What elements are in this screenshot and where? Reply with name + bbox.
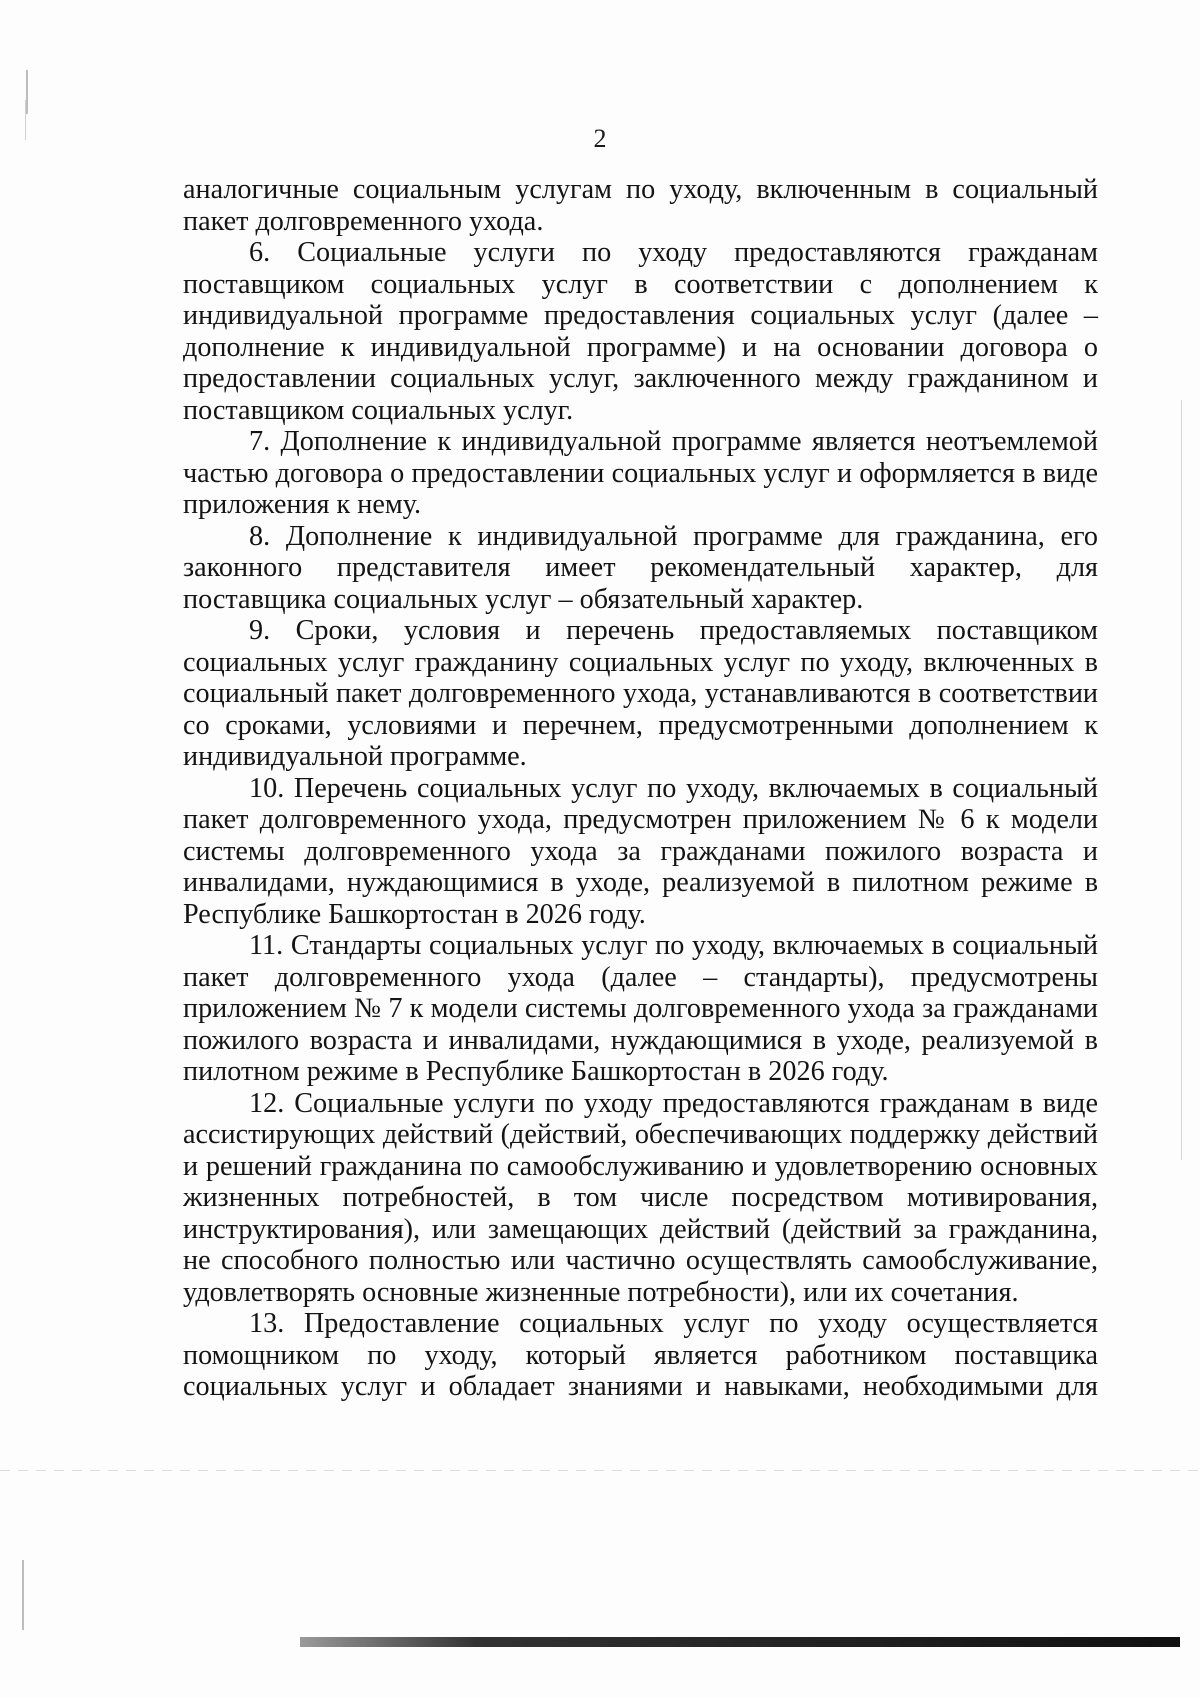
paragraph-continuation: аналогичные социальным услугам по уходу, включенным в социальный пакет долговременного ухода. [183, 174, 1098, 237]
scan-artifact-line [25, 100, 26, 140]
paragraph-9: 9. Сроки, условия и перечень предоставляемых поставщиком социальных услуг гражданину социальных услуг по уходу, включенных в социальный пакет долговременного ухода, устанавливаются в соответствии со сроками, условиями и перечнем, предусмотренными дополнением к индивидуальной программе. [183, 615, 1098, 772]
paragraph-13: 13. Предоставление социальных услуг по уходу осуществляется помощником по уходу, который является работником поставщика социальных услуг и обладает знаниями и навыками, необходимыми для [183, 1308, 1098, 1402]
scan-artifact-line [1181, 400, 1182, 1160]
scan-artifact-dotted-line [0, 1470, 1200, 1471]
scan-bottom-edge [300, 1637, 1180, 1647]
document-body [183, 174, 1098, 1403]
page-number: 2 [593, 124, 607, 153]
paragraph-12: 12. Социальные услуги по уходу предоставляются гражданам в виде ассистирующих действий (действий, обеспечивающих поддержку действий и решений гражданина по самообслуживанию и удовлетворению основных жизненных потребностей, в том числе посредством мотивирования, инструктирования), или замещающих действий (действий за гражданина, не способного полностью или частично осуществлять самообслуживание, удовлетворять основные жизненные потребности), или их сочетания. [183, 1087, 1098, 1308]
paragraph-11: 11. Стандарты социальных услуг по уходу, включаемых в социальный пакет долговременного ухода (далее – стандарты), предусмотрены приложением № 7 к модели системы долговременного ухода за гражданами пожилого возраста и инвалидами, нуждающимися в уходе, реализуемой в пилотном режиме в Республике Башкортостан в 2026 году. [183, 930, 1098, 1087]
scan-artifact-line [26, 70, 28, 114]
paragraph-7: 7. Дополнение к индивидуальной программе является неотъемлемой частью договора о предоставлении социальных услуг и оформляется в виде приложения к нему. [183, 426, 1098, 520]
paragraph-10: 10. Перечень социальных услуг по уходу, включаемых в социальный пакет долговременного ухода, предусмотрен приложением № 6 к модели системы долговременного ухода за гражданами пожилого возраста и инвалидами, нуждающимися в уходе, реализуемой в пилотном режиме в Республике Башкортостан в 2026 году. [183, 772, 1098, 930]
paragraph-8: 8. Дополнение к индивидуальной программе для гражданина, его законного представителя имеет рекомендательный характер, для поставщика социальных услуг – обязательный характер. [183, 520, 1098, 615]
paragraph-6: 6. Социальные услуги по уходу предоставляются гражданам поставщиком социальных услуг в соответствии с дополнением к индивидуальной программе предоставления социальных услуг (далее – дополнение к индивидуальной программе) и на основании договора о предоставлении социальных услуг, заключенного между гражданином и поставщиком социальных услуг. [183, 237, 1098, 426]
scan-artifact-line [22, 1560, 24, 1630]
